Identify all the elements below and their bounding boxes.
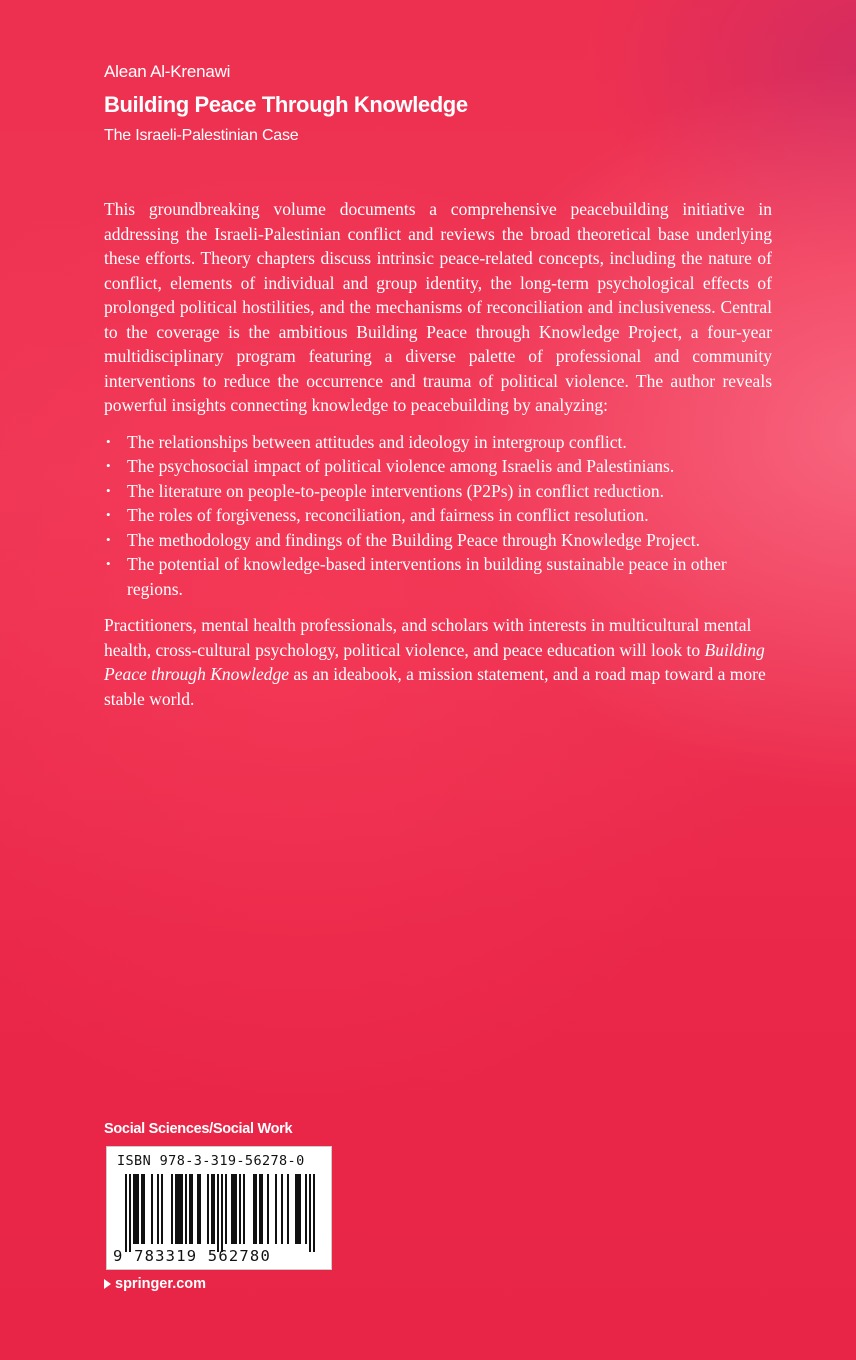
barcode-bar <box>217 1174 219 1252</box>
bullet-item: • The relationships between attitudes and ideology in intergroup conflict. <box>104 430 772 455</box>
barcode-bar <box>267 1174 269 1244</box>
barcode-bar <box>297 1174 299 1244</box>
author-name: Alean Al-Krenawi <box>104 62 231 81</box>
barcode-bar <box>309 1174 311 1252</box>
barcode-bar <box>261 1174 263 1244</box>
closing-text-end: as an ideabook, a mission statement, and a road map toward a more stable world. <box>104 664 766 709</box>
publisher-link[interactable] <box>104 1276 206 1292</box>
barcode-bar <box>233 1174 235 1244</box>
barcode-bar <box>143 1174 145 1244</box>
barcode-bars <box>115 1174 325 1252</box>
barcode-bar <box>175 1174 177 1244</box>
barcode-bar <box>275 1174 277 1244</box>
barcode-bar <box>281 1174 283 1244</box>
barcode-bar <box>189 1174 191 1244</box>
barcode-bar <box>135 1174 137 1244</box>
barcode-bar <box>253 1174 255 1244</box>
isbn-label: ISBN 978-3-319-56278-0 <box>117 1153 305 1169</box>
barcode-bar <box>299 1174 301 1244</box>
barcode-bar <box>259 1174 261 1244</box>
barcode-bar <box>185 1174 187 1244</box>
arrow-right-icon <box>104 1279 111 1289</box>
bullet-list <box>104 430 772 602</box>
barcode-bar <box>197 1174 199 1244</box>
bullet-item: • The psychosocial impact of political violence among Israelis and Palestinians. <box>104 454 772 479</box>
barcode-bar <box>287 1174 289 1244</box>
barcode-bar <box>231 1174 233 1244</box>
closing-book-title: Building Peace through Knowledge <box>104 639 765 684</box>
isbn-barcode <box>106 1146 332 1270</box>
barcode-bar <box>151 1174 153 1244</box>
bullet-item: • The literature on people-to-people interventions (P2Ps) in conflict reduction. <box>104 479 772 504</box>
barcode-bar <box>129 1174 131 1252</box>
barcode-bar <box>133 1174 135 1244</box>
subject-category: Social Sciences/Social Work <box>104 1121 293 1137</box>
description-closing <box>104 613 772 711</box>
barcode-bar <box>137 1174 139 1244</box>
barcode-bar <box>243 1174 245 1244</box>
barcode-bar <box>179 1174 181 1244</box>
barcode-bar <box>313 1174 315 1252</box>
barcode-bar <box>239 1174 241 1244</box>
barcode-bar <box>221 1174 223 1252</box>
barcode-bar <box>161 1174 163 1244</box>
barcode-bar <box>211 1174 213 1244</box>
barcode-bar <box>295 1174 297 1244</box>
publisher-link-text[interactable]: springer.com <box>115 1276 207 1292</box>
barcode-bar <box>199 1174 201 1244</box>
closing-text-start: Practitioners, mental health professionals, and scholars with interests in multicultural mental health, cross-cultural psychology, political violence, and peace education will look to <box>104 615 752 660</box>
book-title: Building Peace Through Knowledge <box>104 92 468 117</box>
barcode-bar <box>141 1174 143 1244</box>
barcode-bar <box>125 1174 127 1252</box>
book-subtitle: The Israeli-Palestinian Case <box>104 127 299 144</box>
barcode-bar <box>305 1174 307 1244</box>
bullet-item: • The methodology and findings of the Building Peace through Knowledge Project. <box>104 528 772 553</box>
barcode-bar <box>191 1174 193 1244</box>
bullet-item: • The roles of forgiveness, reconciliation, and fairness in conflict resolution. <box>104 503 772 528</box>
barcode-bar <box>235 1174 237 1244</box>
barcode-bar <box>207 1174 209 1244</box>
barcode-bar <box>255 1174 257 1244</box>
barcode-bar <box>181 1174 183 1244</box>
ean-digits: 9 783319 562780 <box>113 1247 271 1265</box>
barcode-bar <box>177 1174 179 1244</box>
description-intro: This groundbreaking volume documents a comprehensive peacebuilding initiative in addressing the Israeli-Palestinian conflict and reviews the broad theoretical base underlying these efforts. Theory chapters discuss intrinsic peace-related concepts, including the nature of conflict, elements of individual and group identity, the long-term psychological effects of prolonged political hostilities, and the mechanisms of reconciliation and inclusiveness. Central to the coverage is the ambitious Building Peace through Knowledge Project, a four-year multidisciplinary program featuring a diverse palette of professional and community interventions to reduce the occurrence and trauma of political violence. The author reveals powerful insights connecting knowledge to peacebuilding by analyzing: <box>104 199 772 415</box>
barcode-bar <box>171 1174 173 1244</box>
description <box>104 197 772 711</box>
bullet-item: • The potential of knowledge-based interventions in building sustainable peace in other regions. <box>104 552 772 601</box>
barcode-bar <box>157 1174 159 1244</box>
barcode-bar <box>213 1174 215 1244</box>
barcode-bar <box>225 1174 227 1244</box>
